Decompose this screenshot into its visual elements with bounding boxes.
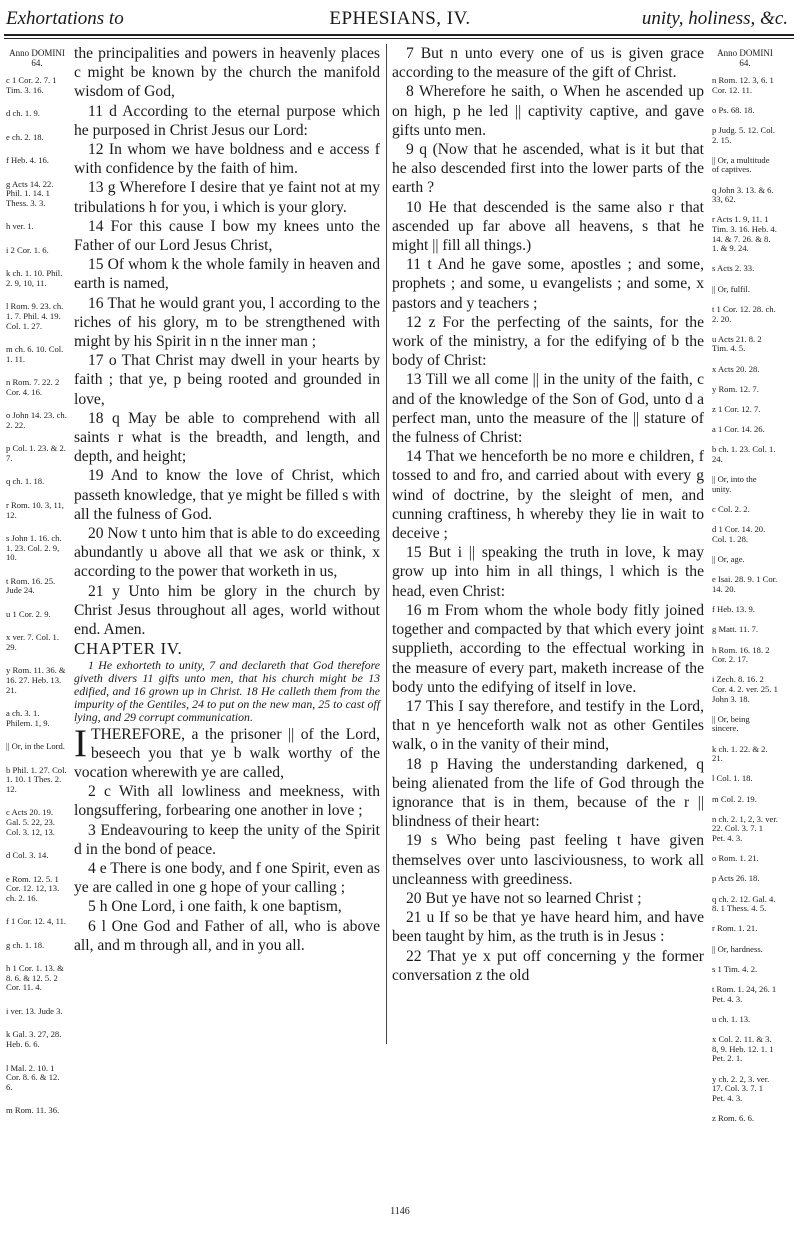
verse-iv-13: 13 Till we all come || in the unity of the faith, c and of the knowledge of the Son of God, unto d a perfect man, unto the measure of the || stature of the fulness of Christ: xyxy=(392,371,704,447)
margin-note: a 1 Cor. 14. 26. xyxy=(712,424,765,435)
margin-note: n Rom. 7. 22. 2 Cor. 4. 16. xyxy=(6,377,60,397)
margin-note: p Judg. 5. 12. Col. 2. 15. xyxy=(712,125,776,145)
header-left: Exhortations to xyxy=(6,8,124,29)
verse-iv-4: 4 e There is one body, and f one Spirit, even as ye are called in one g hope of your calling ; xyxy=(74,859,380,897)
margin-note: c 1 Cor. 2. 7. 1 Tim. 3. 16. xyxy=(6,75,57,95)
margin-note: r Acts 1. 9, 11. 1 Tim. 3. 16. Heb. 4. 14. & 7. 26. & 8. 1. & 9. 24. xyxy=(712,214,777,254)
verse-iv-17: 17 This I say therefore, and testify in the Lord, that n ye henceforth walk not as other Gentiles walk, o in the vanity of their mind, xyxy=(392,697,704,754)
verse-iii-16: 16 That he would grant you, l according to the riches of his glory, m to be strengthened with might by his Spirit in n the inner man ; xyxy=(74,294,380,351)
margin-note: t 1 Cor. 12. 28. ch. 2. 20. xyxy=(712,303,776,324)
verse-iii-20: 20 Now t unto him that is able to do exceeding abundantly u above all that we ask or think, x according to the power that worketh in us, xyxy=(74,525,380,581)
verse-iv-1 xyxy=(74,721,380,783)
margin-note: d ch. 1. 9. xyxy=(6,108,40,119)
margin-note: || Or, a multitude of captives. xyxy=(712,154,770,175)
verse-iv-9: 9 q (Now that he ascended, what is it but that he also descended first into the lower parts of the earth ? xyxy=(392,141,704,197)
margin-note: l Col. 1. 18. xyxy=(712,773,753,784)
margin-note: || Or, into the unity. xyxy=(712,474,757,494)
anno-domini-left: Anno DOMINI 64. xyxy=(9,48,65,68)
margin-note: h 1 Cor. 1. 13. & 8. 6. & 12. 5. 2 Cor. 11. 4. xyxy=(6,963,64,993)
header-rule xyxy=(4,34,794,36)
verse-iv-19: 19 s Who being past feeling t have given themselves over unto lasciviousness, to work all uncleanness with greediness. xyxy=(392,832,704,888)
page-number: 1146 xyxy=(390,1206,410,1217)
verse-iv-5: 5 h One Lord, i one faith, k one baptism, xyxy=(88,898,342,916)
verse-iv-6: 6 l One God and Father of all, who is above all, and m through all, and in you all. xyxy=(74,917,380,954)
margin-note: q John 3. 13. & 6. 33, 62. xyxy=(712,184,774,205)
margin-note: e Rom. 12. 5. 1 Cor. 12. 12, 13. ch. 2. 16. xyxy=(6,873,60,903)
verse-iv-20: 20 But ye have not so learned Christ ; xyxy=(406,889,642,907)
margin-note: y Rom. 11. 36. & 16. 27. Heb. 13. 21. xyxy=(6,665,66,695)
margin-note: i ver. 13. Jude 3. xyxy=(6,1005,63,1016)
margin-note: e ch. 2. 18. xyxy=(6,131,44,142)
margin-note: a ch. 3. 1. Philem. 1, 9. xyxy=(6,708,50,728)
verse-iv-14: 14 That we henceforth be no more e children, f tossed to and fro, and carried about with every g wind of doctrine, by the sleight of men, and cunning craftiness, h whereby they lie in wait to deceive ; xyxy=(392,448,704,543)
margin-note: r Rom. 10. 3, 11, 12. xyxy=(6,499,64,520)
margin-note: h Rom. 16. 18. 2 Cor. 2. 17. xyxy=(712,644,770,665)
margin-note: n ch. 2. 1, 2, 3. ver. 22. Col. 3. 7. 1 Pet. 4. 3. xyxy=(712,813,778,843)
margin-note: q ch. 1. 18. xyxy=(6,476,45,487)
margin-note: || Or, in the Lord. xyxy=(6,741,65,752)
verse-iv-8: 8 Wherefore he saith, o When he ascended up on high, p he led || captivity captive, and gave gifts unto men. xyxy=(392,83,704,139)
margin-note: b ch. 1. 23. Col. 1. 24. xyxy=(712,444,776,464)
chapter-summary: 1 He exhorteth to unity, 7 and declareth that God therefore giveth divers 11 gifts unto men, that his church might be 13 edified, and 16 grown up in Christ. 18 He calleth them from the impurity of the Gentiles, 24 to put on the new man, 25 to cast off lying, and 29 corrupt communication. xyxy=(74,657,380,725)
margin-note: d 1 Cor. 14. 20. Col. 1. 28. xyxy=(712,524,766,544)
margin-note: t Rom. 1. 24, 26. 1 Pet. 4. 3. xyxy=(712,984,777,1004)
margin-note: y ch. 2. 2, 3. ver. 17. Col. 3. 7. 1 Pet. 4. 3. xyxy=(712,1073,770,1103)
margin-note: u Acts 21. 8. 2 Tim. 4. 5. xyxy=(712,333,762,354)
margin-note: f Heb. 13. 9. xyxy=(712,604,755,615)
margin-note: || Or, age. xyxy=(712,554,745,565)
margin-note: p Acts 26. 18. xyxy=(712,873,760,884)
margin-note: s John 1. 16. ch. 1. 23. Col. 2. 9, 10. xyxy=(6,533,62,563)
margin-note: x Acts 20. 28. xyxy=(712,363,760,374)
text-column-right xyxy=(392,44,704,985)
text-column-left xyxy=(74,44,380,955)
margin-note: u ch. 1. 13. xyxy=(712,1013,751,1024)
margin-note: y Rom. 12. 7. xyxy=(712,383,759,394)
margin-note: m Col. 2. 19. xyxy=(712,793,757,804)
margin-note: z Rom. 6. 6. xyxy=(712,1112,755,1123)
verse-iv-1-text: THEREFORE, a the prisoner || of the Lord, beseech you that ye b walk worthy of the vocation wherewith ye are called, xyxy=(74,725,380,781)
margin-note: b Phil. 1. 27. Col. 1. 10. 1 Thes. 2. 12. xyxy=(6,764,67,794)
margin-note: m Rom. 11. 36. xyxy=(6,1105,60,1116)
margin-note: e Isai. 28. 9. 1 Cor. 14. 20. xyxy=(712,574,778,594)
margin-note: g Acts 14. 22. Phil. 1. 14. 1 Thess. 3. 3. xyxy=(6,178,54,208)
margin-note: l Mal. 2. 10. 1 Cor. 8. 6. & 12. 6. xyxy=(6,1062,60,1092)
margin-note: c Col. 2. 2. xyxy=(712,504,750,515)
left-margin-notes xyxy=(6,48,68,1130)
verse-iv-2: 2 c With all lowliness and meekness, with longsuffering, forbearing one another in love ; xyxy=(74,783,380,820)
verse-iv-7: 7 But n unto every one of us is given grace according to the measure of the gift of Christ. xyxy=(392,45,704,82)
margin-note: c Acts 20. 19. Gal. 5. 22, 23. Col. 3. 12, 13. xyxy=(6,807,55,837)
verse-iv-18: 18 p Having the understanding darkened, q being alienated from the life of God through the ignorance that is in them, because of the r || blindness of their heart: xyxy=(392,755,704,831)
verse-iii-19: 19 And to know the love of Christ, which passeth knowledge, that ye might be filled s with all the fulness of God. xyxy=(74,467,380,523)
right-margin-notes xyxy=(712,48,778,1134)
margin-note: s 1 Tim. 4. 2. xyxy=(712,963,758,974)
verse-iii-18: 18 q May be able to comprehend with all saints r what is the breadth, and length, and depth, and height; xyxy=(74,409,380,466)
verse-iv-3: 3 Endeavouring to keep the unity of the Spirit d in the bond of peace. xyxy=(74,821,380,858)
verse-iv-21: 21 u If so be that ye have heard him, and have been taught by him, as the truth is in Jesus : xyxy=(392,909,704,946)
verse-iv-22: 22 That ye x put off concerning y the former conversation z the old xyxy=(392,947,704,984)
margin-note: o John 14. 23. ch. 2. 22. xyxy=(6,410,67,430)
margin-note: k ch. 1. 10. Phil. 2. 9, 10, 11. xyxy=(6,268,63,288)
margin-note: i Zech. 8. 16. 2 Cor. 4. 2. ver. 25. 1 John 3. 18. xyxy=(712,674,778,704)
verse-iii-15: 15 Of whom k the whole family in heaven and earth is named, xyxy=(74,256,380,293)
margin-note: z 1 Cor. 12. 7. xyxy=(712,403,761,414)
margin-note: || Or, hardness. xyxy=(712,943,763,954)
verse-iv-11: 11 t And he gave some, apostles ; and some, prophets ; and some, u evangelists ; and some, x pastors and y teachers ; xyxy=(392,256,704,312)
margin-note: || Or, being sincere. xyxy=(712,713,750,734)
verse-iii-13: 13 g Wherefore I desire that ye faint not at my tribulations h for you, i which is your glory. xyxy=(74,179,380,216)
margin-note: || Or, fulfil. xyxy=(712,283,750,294)
verse-iv-10: 10 He that descended is the same also r that ascended up far above all heavens, s that he might || fill all things.) xyxy=(392,198,704,255)
verse-iii-10-tail: the principalities and powers in heavenly places c might be known by the church the manifold wisdom of God, xyxy=(74,45,380,101)
margin-note: f Heb. 4. 16. xyxy=(6,155,49,166)
margin-note: o Rom. 1. 21. xyxy=(712,853,759,864)
verse-iii-14: 14 For this cause I bow my knees unto the Father of our Lord Jesus Christ, xyxy=(74,217,380,255)
margin-note: x Col. 2. 11. & 3. 8, 9. Heb. 12. 1. 1 Pet. 2. 1. xyxy=(712,1034,774,1064)
verse-iv-12: 12 z For the perfecting of the saints, for the work of the ministry, a for the edifying of b the body of Christ: xyxy=(392,313,704,370)
margin-note: s Acts 2. 33. xyxy=(712,263,755,274)
margin-note: q ch. 2. 12. Gal. 4. 8. 1 Thess. 4. 5. xyxy=(712,893,776,914)
verse-iii-21: 21 y Unto him be glory in the church by Christ Jesus throughout all ages, world without end. Amen. xyxy=(74,582,380,639)
margin-note: d Col. 3. 14. xyxy=(6,850,49,861)
drop-cap: I xyxy=(74,721,87,765)
verse-iv-16: 16 m From whom the whole body fitly joined together and compacted by that which every joint supplieth, according to the effectual working in the measure of every part, maketh increase of the body unto the edifying of itself in love. xyxy=(392,601,704,696)
anno-domini-right: Anno DOMINI 64. xyxy=(717,48,773,68)
header-right: unity, holiness, &c. xyxy=(641,8,788,29)
margin-note: t Rom. 16. 25. Jude 24. xyxy=(6,575,56,596)
margin-note: f 1 Cor. 12. 4, 11. xyxy=(6,916,67,927)
header-center: EPHESIANS, IV. xyxy=(329,8,471,29)
chapter-heading: CHAPTER IV. xyxy=(74,639,183,659)
margin-note: i 2 Cor. 1. 6. xyxy=(6,244,49,255)
margin-note: m ch. 6. 10. Col. 1. 11. xyxy=(6,344,64,364)
margin-note: u 1 Cor. 2. 9. xyxy=(6,608,51,619)
margin-note: g Matt. 11. 7. xyxy=(712,624,758,635)
verse-iv-15: 15 But i || speaking the truth in love, k may grow up into him in all things, l which is the head, even Christ: xyxy=(392,544,704,600)
margin-note: l Rom. 9. 23. ch. 1. 7. Phil. 4. 19. Col. 1. 27. xyxy=(6,301,64,331)
verse-iii-12: 12 In whom we have boldness and e access f with confidence by the faith of him. xyxy=(74,141,380,178)
margin-note: g ch. 1. 18. xyxy=(6,939,45,950)
margin-note: k ch. 1. 22. & 2. 21. xyxy=(712,743,768,764)
header-rule-thin xyxy=(4,38,794,39)
margin-note: o Ps. 68. 18. xyxy=(712,104,755,115)
margin-note: x ver. 7. Col. 1. 29. xyxy=(6,632,59,652)
verse-iii-17: 17 o That Christ may dwell in your hearts by faith ; that ye, p being rooted and grounded in love, xyxy=(74,352,380,408)
margin-note: r Rom. 1. 21. xyxy=(712,923,758,934)
margin-note: p Col. 1. 23. & 2. 7. xyxy=(6,443,66,463)
column-divider xyxy=(386,44,387,1044)
margin-note: n Rom. 12. 3, 6. 1 Cor. 12. 11. xyxy=(712,75,774,95)
margin-note: h ver. 1. xyxy=(6,221,34,232)
verse-iii-11: 11 d According to the eternal purpose which he purposed in Christ Jesus our Lord: xyxy=(74,102,380,139)
margin-note: k Gal. 3. 27, 28. Heb. 6. 6. xyxy=(6,1029,62,1050)
